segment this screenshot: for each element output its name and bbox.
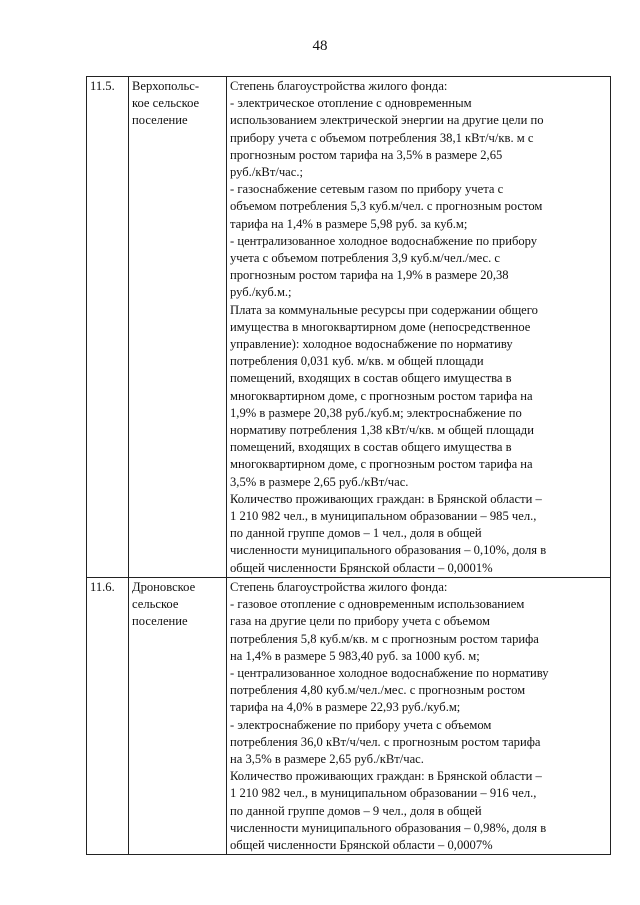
settlement-name-line: Дроновское	[132, 579, 196, 594]
description-line: Количество проживающих граждан: в Брянской области –	[230, 769, 542, 784]
description-line: помещений, входящих в состав общего имущества в	[230, 440, 512, 455]
table-row	[87, 577, 611, 854]
row-number-cell: 11.6.	[87, 577, 129, 854]
settlement-name-line: поселение	[132, 614, 188, 629]
description-line: газа на другие цели по прибору учета с объемом	[230, 614, 491, 629]
description-line: тарифа на 4,0% в размере 22,93 руб./куб.м;	[230, 700, 461, 715]
description-line: общей численности Брянской области – 0,0001%	[230, 560, 493, 575]
description-line: потребления 4,80 куб.м/чел./мес. с прогнозным ростом	[230, 683, 526, 698]
description-line: многоквартирном доме, с прогнозным ростом тарифа на	[230, 457, 533, 472]
description-line: - газоснабжение сетевым газом по прибору учета с	[230, 182, 504, 197]
description-line: 1 210 982 чел., в муниципальном образовании – 916 чел.,	[230, 786, 537, 801]
settlement-name-line: кое сельское	[132, 96, 200, 111]
description-line: на 3,5% в размере 2,65 руб./кВт/час.	[230, 751, 424, 766]
description-line: Плата за коммунальные ресурсы при содержании общего	[230, 302, 538, 317]
description-line: - газовое отопление с одновременным использованием	[230, 597, 525, 612]
description-line: руб./куб.м.;	[230, 285, 292, 300]
description-line: по данной группе домов – 9 чел., доля в общей	[230, 803, 482, 818]
description-line: Степень благоустройства жилого фонда:	[230, 579, 448, 594]
settlement-name-cell	[129, 77, 227, 578]
description-line: - централизованное холодное водоснабжение по прибору	[230, 233, 538, 248]
description-line: прогнозным ростом тарифа на 3,5% в размере 2,65	[230, 147, 503, 162]
description-line: объемом потребления 5,3 куб.м/чел. с прогнозным ростом	[230, 199, 543, 214]
description-cell	[227, 577, 611, 854]
description-line: - электрическое отопление с одновременным	[230, 96, 472, 111]
description-line: - электроснабжение по прибору учета с объемом	[230, 717, 492, 732]
description-line: - централизованное холодное водоснабжение по нормативу	[230, 665, 549, 680]
row-number-cell: 11.5.	[87, 77, 129, 578]
description-line: численности муниципального образования – 0,10%, доля в	[230, 543, 547, 558]
description-line: Степень благоустройства жилого фонда:	[230, 79, 448, 93]
description-line: потребления 36,0 кВт/ч/чел. с прогнозным ростом тарифа	[230, 734, 541, 749]
table-row	[87, 77, 611, 578]
description-line: управление): холодное водоснабжение по нормативу	[230, 337, 513, 352]
description-line: 1,9% в размере 20,38 руб./куб.м; электроснабжение по	[230, 405, 522, 420]
description-line: численности муниципального образования – 0,98%, доля в	[230, 820, 547, 835]
description-cell	[227, 77, 611, 578]
tariff-table	[86, 76, 611, 855]
settlement-name-cell	[129, 577, 227, 854]
description-line: по данной группе домов – 1 чел., доля в общей	[230, 526, 482, 541]
description-line: учета с объемом потребления 3,9 куб.м/чел./мес. с	[230, 251, 500, 266]
description-line: помещений, входящих в состав общего имущества в	[230, 371, 512, 386]
description-line: Количество проживающих граждан: в Брянской области –	[230, 491, 542, 506]
settlement-name-line: Верхопольс-	[132, 79, 200, 93]
description-line: тарифа на 1,4% в размере 5,98 руб. за куб.м;	[230, 216, 468, 231]
description-line: многоквартирном доме, с прогнозным ростом тарифа на	[230, 388, 533, 403]
settlement-name-line: сельское	[132, 597, 179, 612]
table-body	[87, 77, 611, 855]
description-line: потребления 5,8 куб.м/кв. м с прогнозным ростом тарифа	[230, 631, 539, 646]
description-line: 3,5% в размере 2,65 руб./кВт/час.	[230, 474, 409, 489]
description-line: прибору учета с объемом потребления 38,1 кВт/ч/кв. м с	[230, 130, 534, 145]
description-line: нормативу потребления 1,38 кВт/ч/кв. м общей площади	[230, 423, 534, 438]
description-line: общей численности Брянской области – 0,0007%	[230, 837, 493, 852]
description-line: потребления 0,031 куб. м/кв. м общей площади	[230, 354, 484, 369]
description-line: использованием электрической энергии на другие цели по	[230, 113, 544, 128]
description-line: 1 210 982 чел., в муниципальном образовании – 985 чел.,	[230, 509, 537, 524]
description-line: имущества в многоквартирном доме (непосредственное	[230, 319, 531, 334]
description-line: руб./кВт/час.;	[230, 165, 303, 180]
settlement-name-line: поселение	[132, 113, 188, 128]
description-line: прогнозным ростом тарифа на 1,9% в размере 20,38	[230, 268, 509, 283]
description-line: на 1,4% в размере 5 983,40 руб. за 1000 куб. м;	[230, 648, 480, 663]
page-number: 48	[312, 38, 328, 54]
